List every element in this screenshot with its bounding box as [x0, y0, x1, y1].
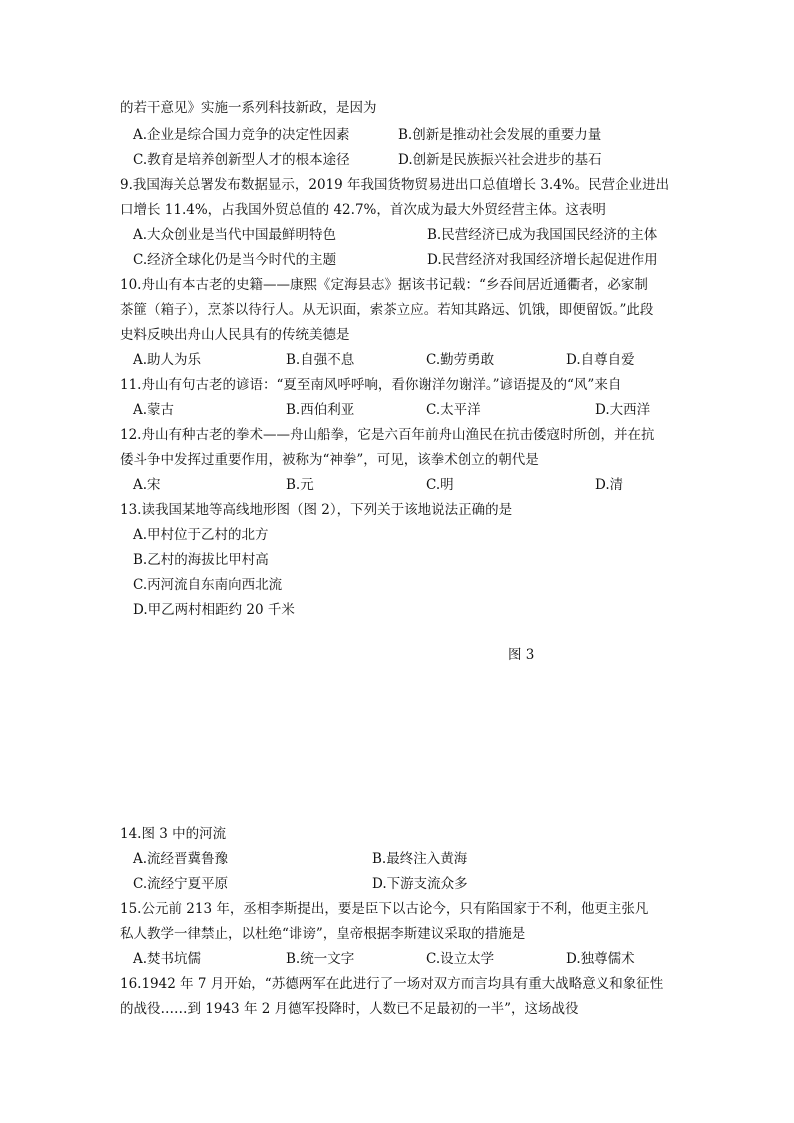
q10-stem-line-1: 10.舟山有本古老的史籍——康熙《定海县志》据该书记载：“乡吞间居近通衢者，必家制 — [120, 277, 648, 293]
q16-stem-line-1: 16.1942 年 7 月开始，“苏德两军在此进行了一场对双方而言均具有重大战略意义和象征性 — [120, 976, 664, 992]
q15-option-c: C.设立太学 — [426, 951, 495, 967]
q8-stem-line: 的若干意见》实施一系列科技新政，是因为 — [120, 100, 377, 116]
q11-stem-line: 11.舟山有句古老的谚语：“夏至南风呼呼响，看你谢洋勿谢洋。”谚语提及的“风”来自 — [120, 377, 622, 393]
q16-stem-line-2: 的战役……到 1943 年 2 月德军投降时，人数已不足最初的一半”，这场战役 — [120, 1001, 579, 1017]
q11-option-d: D.大西洋 — [595, 402, 651, 418]
q10-option-d: D.自尊自爱 — [566, 352, 635, 368]
q12-option-b: B.元 — [286, 477, 314, 493]
q13-option-b: B.乙村的海拔比甲村高 — [133, 552, 269, 568]
q9-stem-line-2: 口增长 11.4%，占我国外贸总值的 42.7%，首次成为最大外贸经营主体。这表明 — [120, 202, 606, 218]
q9-option-b: B.民营经济已成为我国国民经济的主体 — [427, 227, 658, 243]
figure-3-caption: 图 3 — [508, 647, 535, 663]
q11-option-c: C.太平洋 — [426, 402, 481, 418]
q11-option-b: B.西伯利亚 — [286, 402, 355, 418]
q13-option-a: A.甲村位于乙村的北方 — [133, 527, 269, 543]
q12-option-a: A.宋 — [133, 477, 161, 493]
q10-stem-line-3: 史料反映出舟山人民具有的传统美德是 — [120, 327, 350, 343]
q10-option-a: A.助人为乐 — [133, 352, 202, 368]
q8-option-a: A.企业是综合国力竞争的决定性因素 — [133, 127, 350, 143]
q14-option-c: C.流经宁夏平原 — [133, 876, 229, 892]
q12-option-c: C.明 — [426, 477, 454, 493]
q14-stem-line: 14.图 3 中的河流 — [120, 826, 227, 842]
q12-stem-line-2: 倭斗争中发挥过重要作用，被称为“神拳”，可见，该拳术创立的朝代是 — [120, 452, 539, 468]
q13-stem-line: 13.读我国某地等高线地形图（图 2），下列关于该地说法正确的是 — [120, 502, 513, 518]
q13-option-c: C.丙河流自东南向西北流 — [133, 577, 283, 593]
q15-option-b: B.统一文字 — [286, 951, 355, 967]
q9-option-a: A.大众创业是当代中国最鲜明特色 — [133, 227, 337, 243]
q10-option-b: B.自强不息 — [286, 352, 355, 368]
q14-option-b: B.最终注入黄海 — [372, 851, 468, 867]
q15-option-a: A.焚书坑儒 — [133, 951, 202, 967]
q15-stem-line-2: 私人教学一律禁止，以杜绝“诽谤”，皇帝根据李斯建议采取的措施是 — [120, 926, 526, 942]
q8-option-d: D.创新是民族振兴社会进步的基石 — [398, 152, 602, 168]
q12-option-d: D.清 — [595, 477, 624, 493]
q8-option-b: B.创新是推动社会发展的重要力量 — [398, 127, 602, 143]
q10-stem-line-2: 茶篚（箱子），烹茶以待行人。从无识面，索茶立应。若知其路远、饥饿，即便留饭。”此段 — [120, 302, 654, 318]
q12-stem-line-1: 12.舟山有种古老的拳术——舟山船拳，它是六百年前舟山渔民在抗击倭寇时所创，并在抗 — [120, 427, 655, 443]
q14-option-a: A.流经晋冀鲁豫 — [133, 851, 229, 867]
q8-option-c: C.教育是培养创新型人才的根本途径 — [133, 152, 350, 168]
q13-option-d: D.甲乙两村相距约 20 千米 — [133, 602, 295, 618]
q11-option-a: A.蒙古 — [133, 402, 175, 418]
q9-stem-line-1: 9.我国海关总署发布数据显示，2019 年我国货物贸易进出口总值增长 3.4%。民营企业进出 — [120, 177, 670, 193]
q10-option-c: C.勤劳勇敢 — [426, 352, 495, 368]
q15-stem-line-1: 15.公元前 213 年，丞相李斯提出，要是臣下以古论今，只有陷国家于不利，他更主张凡 — [120, 901, 649, 917]
q9-option-c: C.经济全球化仍是当今时代的主题 — [133, 252, 337, 268]
q15-option-d: D.独尊儒术 — [566, 951, 635, 967]
q9-option-d: D.民营经济对我国经济增长起促进作用 — [427, 252, 658, 268]
q14-option-d: D.下游支流众多 — [372, 876, 468, 892]
